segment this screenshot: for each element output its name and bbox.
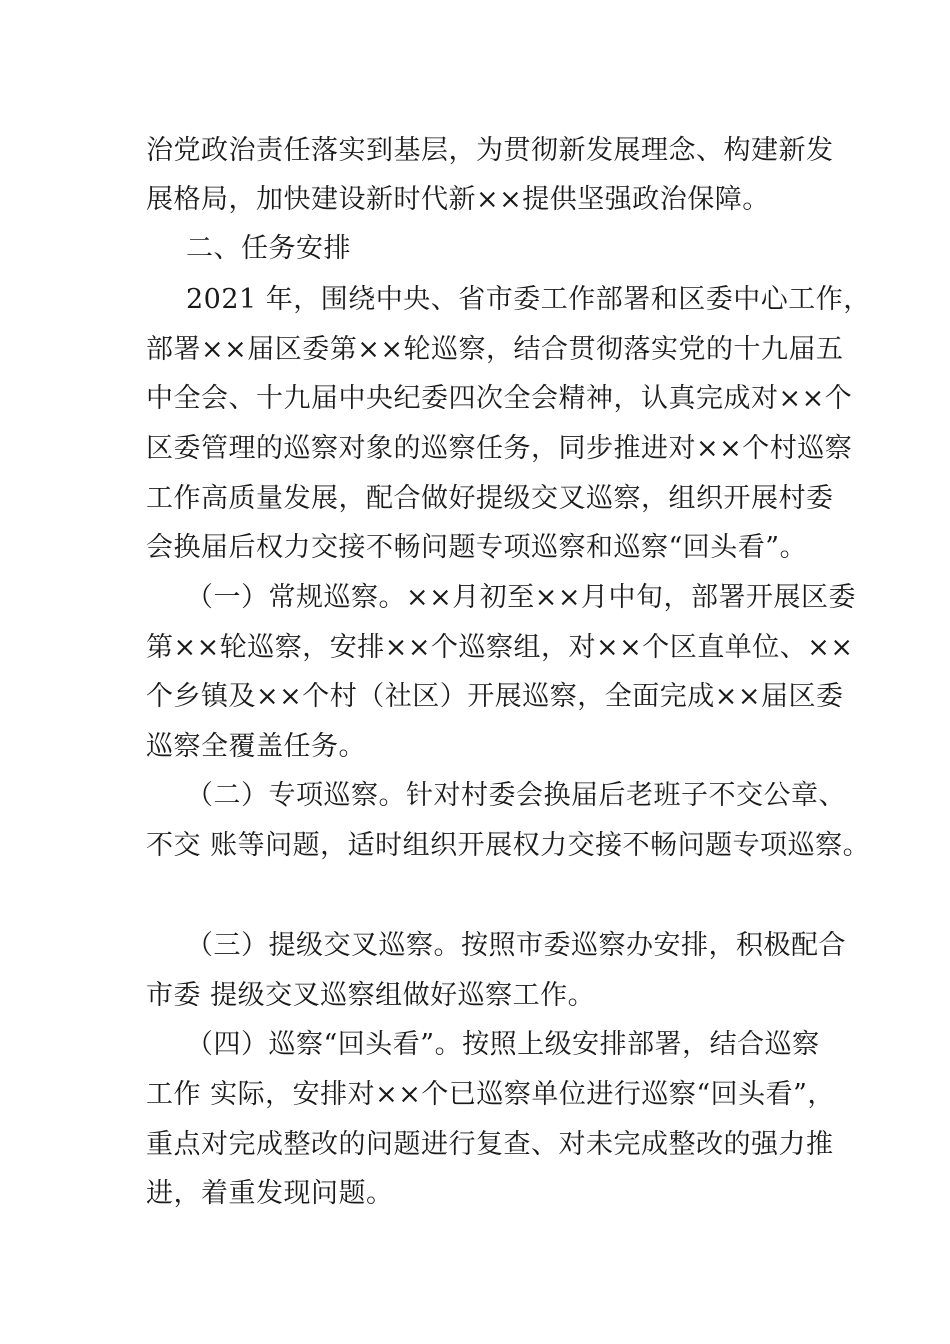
paragraph-line-18: （四）巡察“回头看”。按照上级安排部署，结合巡察 [186,1029,820,1060]
paragraph-line-17: 市委 提级交叉巡察组做好巡察工作。 [146,980,596,1011]
paragraph-line-12: 个乡镇及××个村（社区）开展巡察，全面完成××届区委 [146,681,844,712]
paragraph-line-1: 治党政治责任落实到基层，为贯彻新发展理念、构建新发 [146,135,834,166]
paragraph-line-16: （三）提级交叉巡察。按照市委巡察办安排，积极配合 [186,930,846,961]
paragraph-line-5: 部署××届区委第××轮巡察，结合贯彻落实党的十九届五 [146,334,844,365]
paragraph-line-9: 会换届后权力交接不畅问题专项巡察和巡察“回头看”。 [146,532,808,563]
paragraph-line-11: 第××轮巡察，安排××个巡察组，对××个区直单位、×× [146,632,854,663]
paragraph-line-19: 工作 实际，安排对××个已巡察单位进行巡察“回头看”， [146,1079,835,1110]
paragraph-line-7: 区委管理的巡察对象的巡察任务，同步推进对××个村巡察 [146,433,853,464]
paragraph-line-10: （一）常规巡察。××月初至××月中旬，部署开展区委 [186,582,856,613]
paragraph-line-4: 2021 年，围绕中央、省市委工作部署和区委中心工作， [186,284,871,315]
paragraph-line-15: 不交 账等问题，适时组织开展权力交接不畅问题专项巡察。 [146,830,871,861]
paragraph-line-8: 工作高质量发展，配合做好提级交叉巡察，组织开展村委 [146,483,834,514]
paragraph-line-13: 巡察全覆盖任务。 [146,731,366,762]
paragraph-line-20: 重点对完成整改的问题进行复查、对未完成整改的强力推 [146,1129,834,1160]
section-heading: 二、任务安排 [186,233,351,264]
paragraph-line-2: 展格局，加快建设新时代新××提供坚强政治保障。 [146,184,770,215]
paragraph-line-14: （二）专项巡察。针对村委会换届后老班子不交公章、 [186,780,846,811]
paragraph-line-6: 中全会、十九届中央纪委四次全会精神，认真完成对××个 [146,383,853,414]
paragraph-line-21: 进，着重发现问题。 [146,1178,394,1209]
